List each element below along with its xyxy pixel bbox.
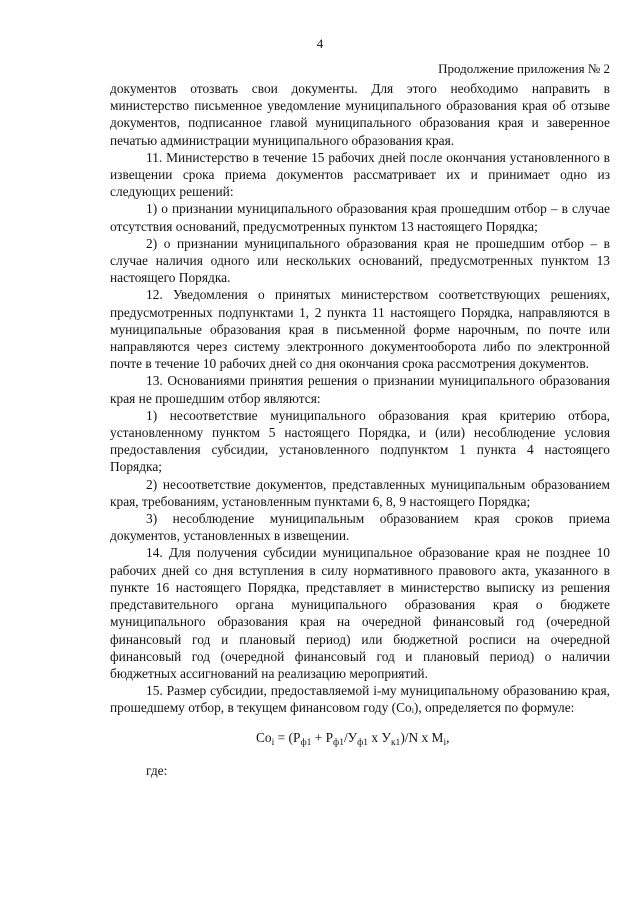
- formula-part: )/N х М: [400, 729, 444, 745]
- paragraph-13-item-2: 2) несоответствие документов, представленных муниципальным образованием края, требованиям, установленным пунктами 6, 8, 9 настоящего Порядка;: [110, 476, 610, 509]
- formula-sub: i: [443, 737, 447, 748]
- formula-sub: ф1: [357, 737, 369, 748]
- paragraph-13-item-1: 1) несоответствие муниципального образования края критерию отбора, установленному пунктом 5 настоящего Порядка, и (или) несоблюдение условия предоставления субсидии, установленного подпунктом 1 пункта 4 настоящего Порядка;: [110, 407, 610, 475]
- formula-part: ,: [446, 729, 450, 745]
- paragraph-15: 15. Размер субсидии, предоставляемой i-му муниципальному образованию края, прошедшему отбор, в текущем финансовом году (Coᵢ), определяется по формуле:: [110, 683, 610, 716]
- paragraph-14: 14. Для получения субсидии муниципальное образование края не позднее 10 рабочих дней со дня вступления в силу нормативного правового акта, указанного в пункте 16 настоящего Порядка, представляет в министерство выписку из решения представительного органа муниципального образования края о бюджете муниципального образования края на очередной финансовый год (очередной финансовый год и плановый период) или бюджетной росписи на очередной финансовый год (очередной финансовый год и плановый период) о наличии бюджетных ассигнований на реализацию мероприятий.: [110, 545, 610, 681]
- formula-part: + Р: [311, 729, 334, 745]
- formula-part: /У: [343, 729, 358, 745]
- document-body: [110, 80, 610, 779]
- formula-sub: ф1: [333, 737, 344, 748]
- paragraph-12: 12. Уведомления о принятых министерством соответствующих решениях, предусмотренных подпунктами 1, 2 пункта 11 настоящего Порядка, направляются в муниципальные образования края в письменной форме нарочным, по почте или направляются через систему электронного документооборота либо по электронной почте в течение 10 рабочих дней со дня окончания срока рассмотрения документов.: [110, 287, 610, 372]
- where-label: где:: [146, 762, 168, 778]
- subsidy-formula: [110, 729, 610, 746]
- paragraph-11-item-1: 1) о признании муниципального образования края прошедшим отбор – в случае отсутствия оснований, предусмотренных пунктом 13 настоящего Порядка;: [110, 201, 610, 234]
- paragraph-13-item-3: 3) несоблюдение муниципальным образованием края сроков приема документов, установленных в извещении.: [110, 511, 610, 544]
- paragraph-withdrawal-continuation: документов отозвать свои документы. Для этого необходимо направить в министерство письменное уведомление муниципального образования края об отзыве документов, подписанное главой муниципального образования края и заверенное печатью администрации муниципального образования края.: [110, 81, 610, 148]
- paragraph-13: 13. Основаниями принятия решения о признании муниципального образования края не прошедшим отбор являются:: [110, 373, 610, 406]
- formula-part: х У: [368, 729, 391, 745]
- formula-lhs: Co: [256, 729, 272, 745]
- appendix-continuation-note: Продолжение приложения № 2: [438, 61, 610, 76]
- paragraph-11-item-2: 2) о признании муниципального образования края не прошедшим отбор – в случае наличия одного или нескольких оснований, предусмотренных пунктом 13 настоящего Порядка.: [110, 235, 610, 286]
- formula-sub: к1: [390, 737, 401, 748]
- paragraph-11: 11. Министерство в течение 15 рабочих дней после окончания установленного в извещении срока приема документов рассматривает их и принимает одно из следующих решений:: [110, 149, 610, 200]
- formula-lhs-sub: i: [271, 737, 275, 748]
- page-number: 4: [316, 36, 324, 51]
- formula-sub: ф1: [300, 737, 312, 748]
- formula-part: = (Р: [274, 729, 301, 745]
